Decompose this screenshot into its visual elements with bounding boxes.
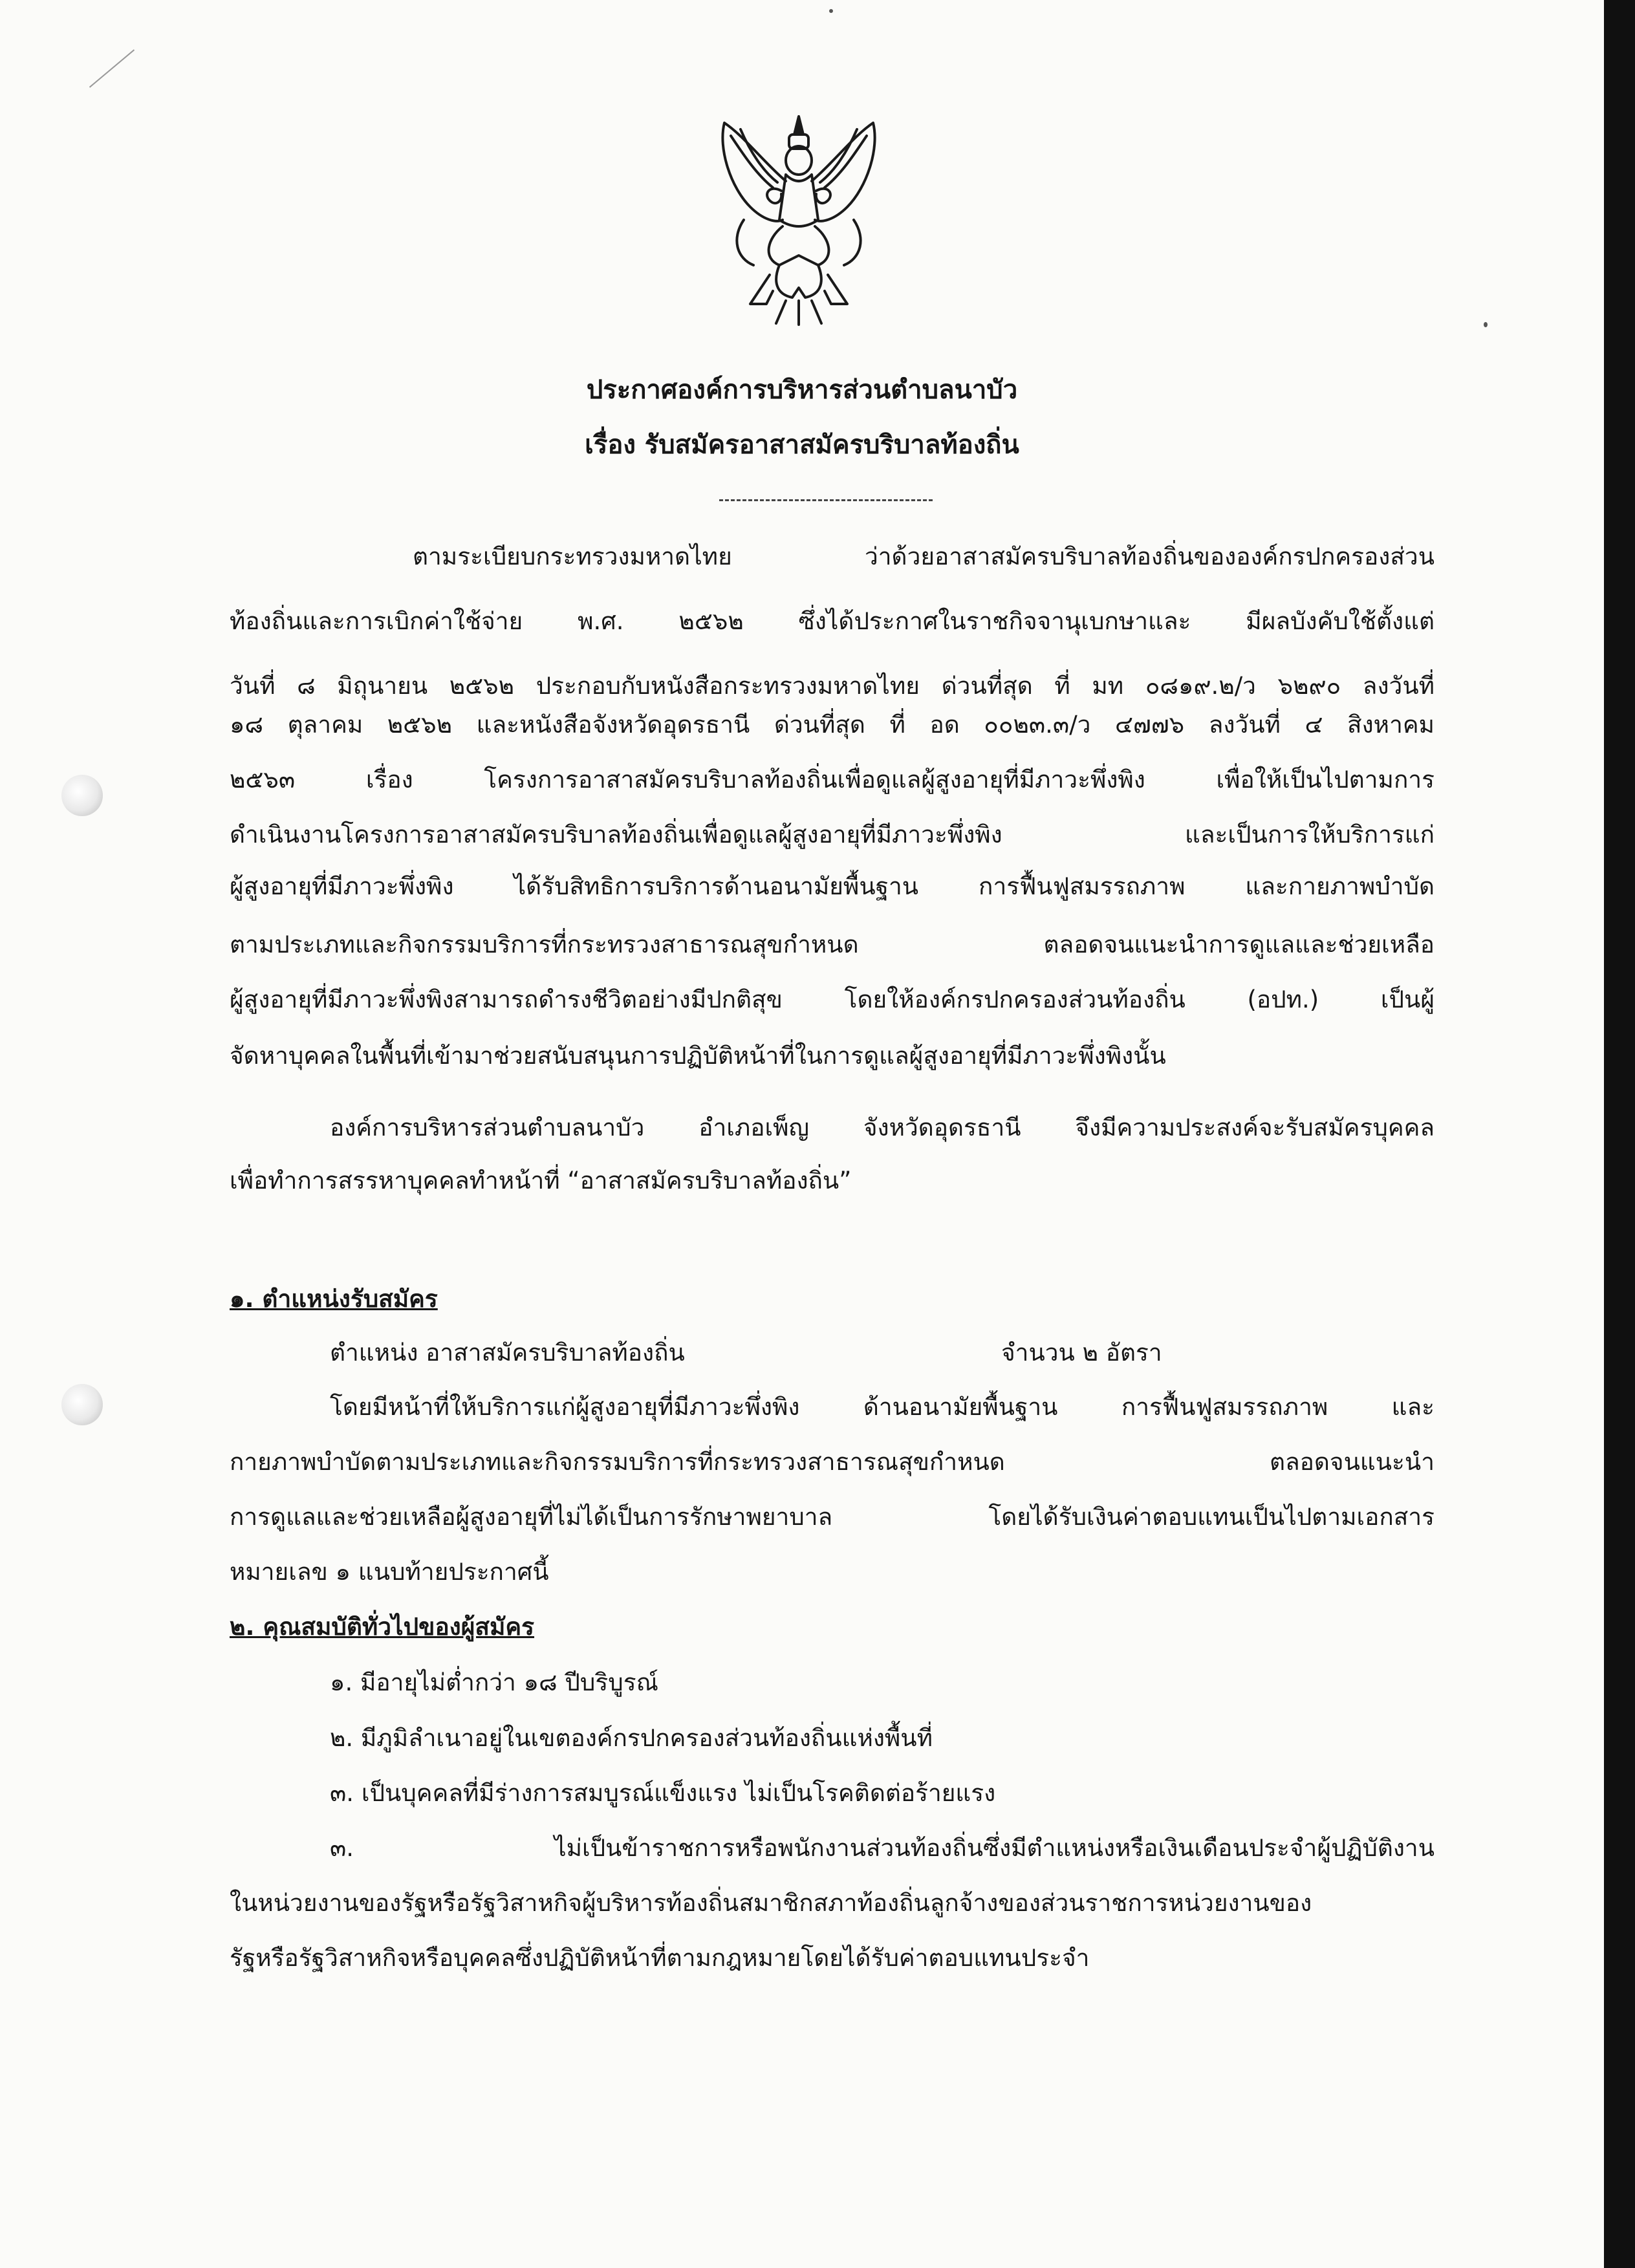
paragraph-line: ในหน่วยงานของรัฐหรือรัฐวิสาหกิจผู้บริหารท้องถิ่นสมาชิกสภาท้องถิ่นลูกจ้างของส่วนราชการหน่วยงานของ xyxy=(230,1889,1312,1917)
section-heading: ๒. คุณสมบัติทั่วไปของผู้สมัคร xyxy=(230,1613,535,1641)
qualification-item: ๓. ไม่เป็นข้าราชการหรือพนักงานส่วนท้องถิ่นซึ่งมีตำแหน่งหรือเงินเดือนประจำผู้ปฏิบัติงาน xyxy=(330,1834,1435,1862)
paragraph-line: ตามระเบียบกระทรวงมหาดไทย ว่าด้วยอาสาสมัครบริบาลท้องถิ่นขององค์กรปกครองส่วน xyxy=(413,543,1435,570)
paragraph-line: ตามประเภทและกิจกรรมบริการที่กระทรวงสาธารณสุขกำหนด ตลอดจนแนะนำการดูแลและช่วยเหลือ xyxy=(230,931,1435,958)
paragraph-line: การดูแลและช่วยเหลือผู้สูงอายุที่ไม่ได้เป็นการรักษาพยาบาล โดยได้รับเงินค่าตอบแทนเป็นไปตามเอกสาร xyxy=(230,1503,1435,1531)
qualification-item: ๑. มีอายุไม่ต่ำกว่า ๑๘ ปีบริบูรณ์ xyxy=(330,1669,658,1696)
section-heading: ๑. ตำแหน่งรับสมัคร xyxy=(230,1285,438,1313)
paragraph-line: องค์การบริหารส่วนตำบลนาบัว อำเภอเพ็ญ จังหวัดอุดรธานี จึงมีความประสงค์จะรับสมัครบุคคล xyxy=(330,1114,1435,1141)
announcement-title: ประกาศองค์การบริหารส่วนตำบลนาบัว xyxy=(586,375,1018,405)
paragraph-line: หมายเลข ๑ แนบท้ายประกาศนี้ xyxy=(230,1558,549,1586)
scan-edge xyxy=(1604,0,1635,2268)
paragraph-line: วันที่ ๘ มิถุนายน ๒๕๖๒ ประกอบกับหนังสือกระทรวงมหาดไทย ด่วนที่สุด ที่ มท ๐๘๑๙.๒/ว ๖๒๙๐ ลงวันที่ xyxy=(230,672,1435,700)
paragraph-line: จัดหาบุคคลในพื้นที่เข้ามาช่วยสนับสนุนการปฏิบัติหน้าที่ในการดูแลผู้สูงอายุที่มีภาวะพึ่งพิงนั้น xyxy=(230,1042,1166,1070)
pencil-mark xyxy=(89,49,135,87)
paragraph-line: โดยมีหน้าที่ให้บริการแก่ผู้สูงอายุที่มีภาวะพึ่งพิง ด้านอนามัยพื้นฐาน การฟื้นฟูสมรรถภาพ และ xyxy=(330,1393,1435,1421)
paragraph-line: ผู้สูงอายุที่มีภาวะพึ่งพิงสามารถดำรงชีวิตอย่างมีปกติสุข โดยให้องค์กรปกครองส่วนท้องถิ่น (อปท.) เป็นผู้ xyxy=(230,986,1435,1013)
qualification-item: ๒. มีภูมิลำเนาอยู่ในเขตองค์กรปกครองส่วนท้องถิ่นแห่งพื้นที่ xyxy=(330,1724,933,1752)
paragraph-line: ท้องถิ่นและการเบิกค่าใช้จ่าย พ.ศ. ๒๕๖๒ ซึ่งได้ประกาศในราชกิจจานุเบกษาและ มีผลบังคับใช้ตั้งแต่ xyxy=(230,607,1435,635)
announcement-subject: เรื่อง รับสมัครอาสาสมัครบริบาลท้องถิ่น xyxy=(585,430,1019,460)
paragraph-line: กายภาพบำบัดตามประเภทและกิจกรรมบริการที่กระทรวงสาธารณสุขกำหนด ตลอดจนแนะนำ xyxy=(230,1448,1435,1476)
paragraph-line: ดำเนินงานโครงการอาสาสมัครบริบาลท้องถิ่นเพื่อดูแลผู้สูงอายุที่มีภาวะพึ่งพิง และเป็นการให้บริการแก่ xyxy=(230,821,1435,848)
title-divider xyxy=(719,499,933,501)
scan-speck xyxy=(829,9,833,13)
punch-hole-top xyxy=(61,775,103,816)
paragraph-line: รัฐหรือรัฐวิสาหกิจหรือบุคคลซึ่งปฏิบัติหน้าที่ตามกฎหมายโดยได้รับค่าตอบแทนประจำ xyxy=(230,1944,1090,1972)
paragraph-line: เพื่อทำการสรรหาบุคคลทำหน้าที่ “อาสาสมัครบริบาลท้องถิ่น” xyxy=(230,1167,852,1194)
paragraph-line: ผู้สูงอายุที่มีภาวะพึ่งพิง ได้รับสิทธิการบริการด้านอนามัยพื้นฐาน การฟื้นฟูสมรรถภาพ และกายภาพบำบัด xyxy=(230,872,1435,900)
scan-speck xyxy=(1484,322,1488,327)
qualification-item: ๓. เป็นบุคคลที่มีร่างการสมบูรณ์แข็งแรง ไม่เป็นโรคติดต่อร้ายแรง xyxy=(330,1779,996,1807)
paragraph-line: ๑๘ ตุลาคม ๒๕๖๒ และหนังสือจังหวัดอุดรธานี ด่วนที่สุด ที่ อด ๐๐๒๓.๓/ว ๔๗๗๖ ลงวันที่ ๔ สิงหาคม xyxy=(230,711,1435,739)
garuda-emblem xyxy=(705,110,893,330)
punch-hole-bottom xyxy=(61,1384,103,1425)
paragraph-line: ๒๕๖๓ เรื่อง โครงการอาสาสมัครบริบาลท้องถิ่นเพื่อดูแลผู้สูงอายุที่มีภาวะพึ่งพิง เพื่อให้เป็นไปตามการ xyxy=(230,766,1435,794)
position-count: จำนวน ๒ อัตรา xyxy=(1001,1339,1162,1366)
position-title: ตำแหน่ง อาสาสมัครบริบาลท้องถิ่น xyxy=(330,1339,685,1366)
